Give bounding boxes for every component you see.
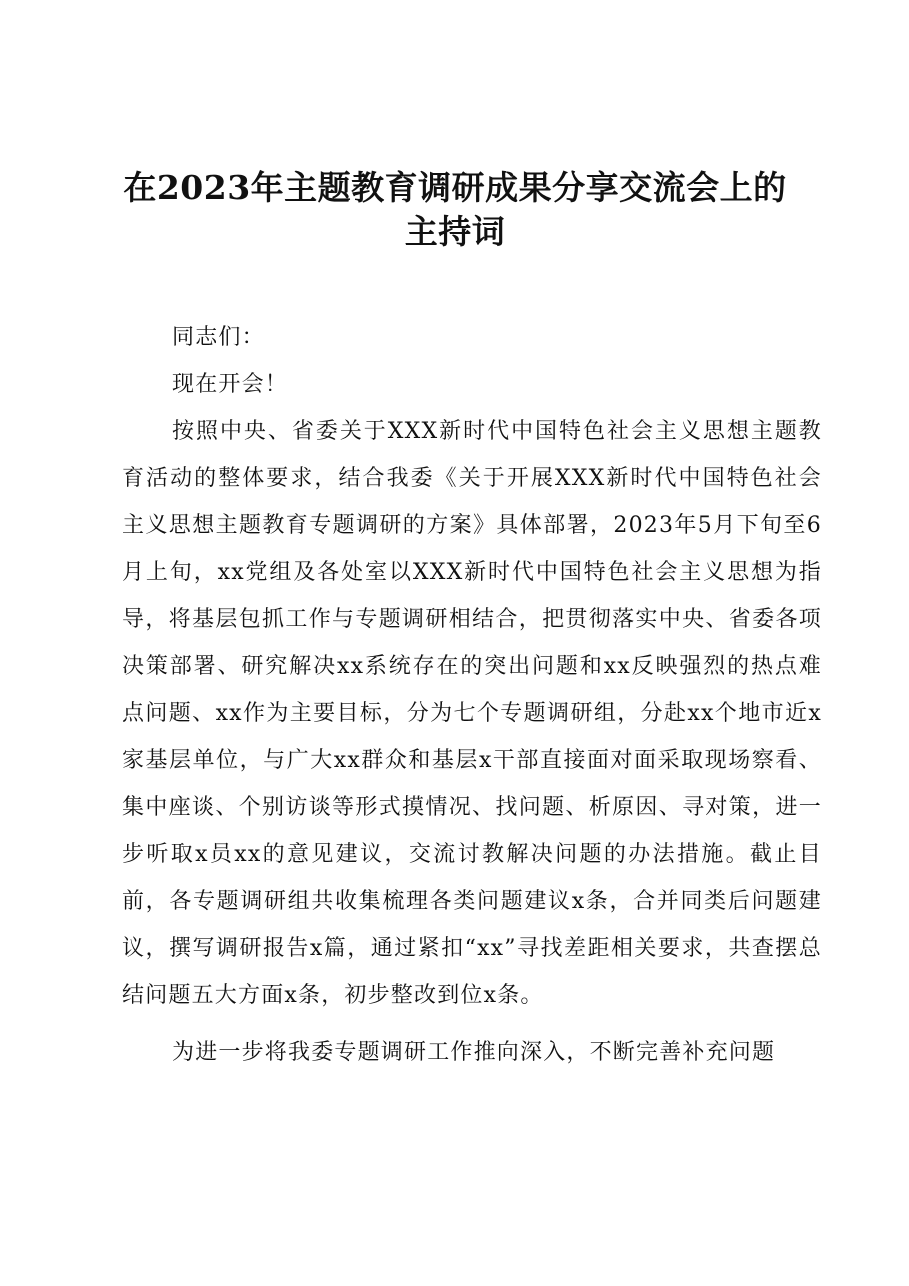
document-title: 在2023年主题教育调研成果分享交流会上的主持词 bbox=[123, 168, 787, 251]
document-body bbox=[122, 314, 822, 1076]
paragraph-continuation: 为进一步将我委专题调研工作推向深入，不断完善补充问题 bbox=[172, 1040, 776, 1065]
salutation: 同志们： bbox=[172, 325, 265, 350]
paragraph-opening: 现在开会！ bbox=[172, 372, 289, 397]
paragraph-main: 按照中央、省委关于XXX新时代中国特色社会主义思想主题教育活动的整体要求，结合我委《关于开展XXX新时代中国特色社会主义思想主题教育专题调研的方案》具体部署，2023年5月下旬至6月上旬，xx党组及各处室以XXX新时代中国特色社会主义思想为指导，将基层包抓工作与专题调研相结合，把贯彻落实中央、省委各项决策部署、研究解决xx系统存在的突出问题和xx反映强烈的热点难点问题、xx作为主要目标，分为七个专题调研组，分赴xx个地市近x家基层单位，与广大xx群众和基层x干部直接面对面采取现场察看、集中座谈、个别访谈等形式摸情况、找问题、析原因、寻对策，进一步听取x员xx的意见建议，交流讨教解决问题的办法措施。截止目前，各专题调研组共收集梳理各类问题建议x条，合并同类后问题建议，撰写调研报告x篇，通过紧扣“xx”寻找差距相关要求，共查摆总结问题五大方面x条，初步整改到位x条。 bbox=[122, 419, 822, 1008]
